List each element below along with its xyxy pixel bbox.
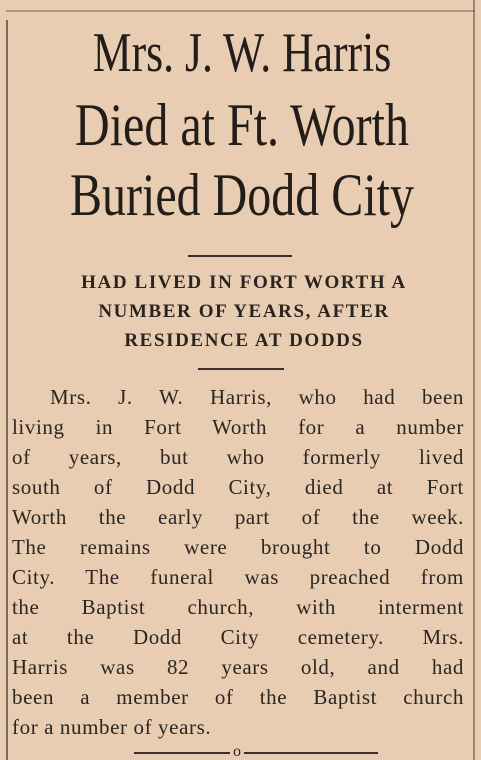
headline-line-1: Mrs. J. W. Harris	[92, 22, 392, 84]
body-line: south of Dodd City, died at Fort	[12, 475, 464, 499]
body-line: of years, but who formerly lived	[12, 445, 464, 469]
body-line: been a member of the Baptist church	[12, 685, 464, 709]
body-line: Harris was 82 years old, and had	[12, 655, 464, 679]
body-line: the Baptist church, with interment	[12, 595, 464, 619]
end-of-article-rule	[134, 752, 378, 754]
headline-divider	[188, 255, 292, 257]
column-right-rule	[473, 0, 475, 760]
body-line: at the Dodd City cemetery. Mrs.	[12, 625, 464, 649]
body-line: Worth the early part of the week.	[12, 505, 464, 529]
deck-line-1: HAD LIVED IN FORT WORTH A	[81, 272, 407, 293]
end-of-article-mark: o	[230, 744, 244, 760]
headline-line-2: Died at Ft. Worth	[75, 92, 409, 158]
deck-divider	[198, 368, 284, 370]
column-left-rule	[6, 20, 8, 760]
column-top-rule	[6, 10, 475, 12]
body-line: City. The funeral was preached from	[12, 565, 464, 589]
headline-line-3: Buried Dodd City	[70, 162, 414, 228]
deck-line-3: RESIDENCE AT DODDS	[124, 330, 364, 351]
body-line: for a number of years.	[12, 715, 212, 739]
body-line: living in Fort Worth for a number	[12, 415, 464, 439]
deck-line-2: NUMBER OF YEARS, AFTER	[98, 301, 390, 322]
body-line: Mrs. J. W. Harris, who had been	[50, 385, 464, 409]
body-line: The remains were brought to Dodd	[12, 535, 464, 559]
